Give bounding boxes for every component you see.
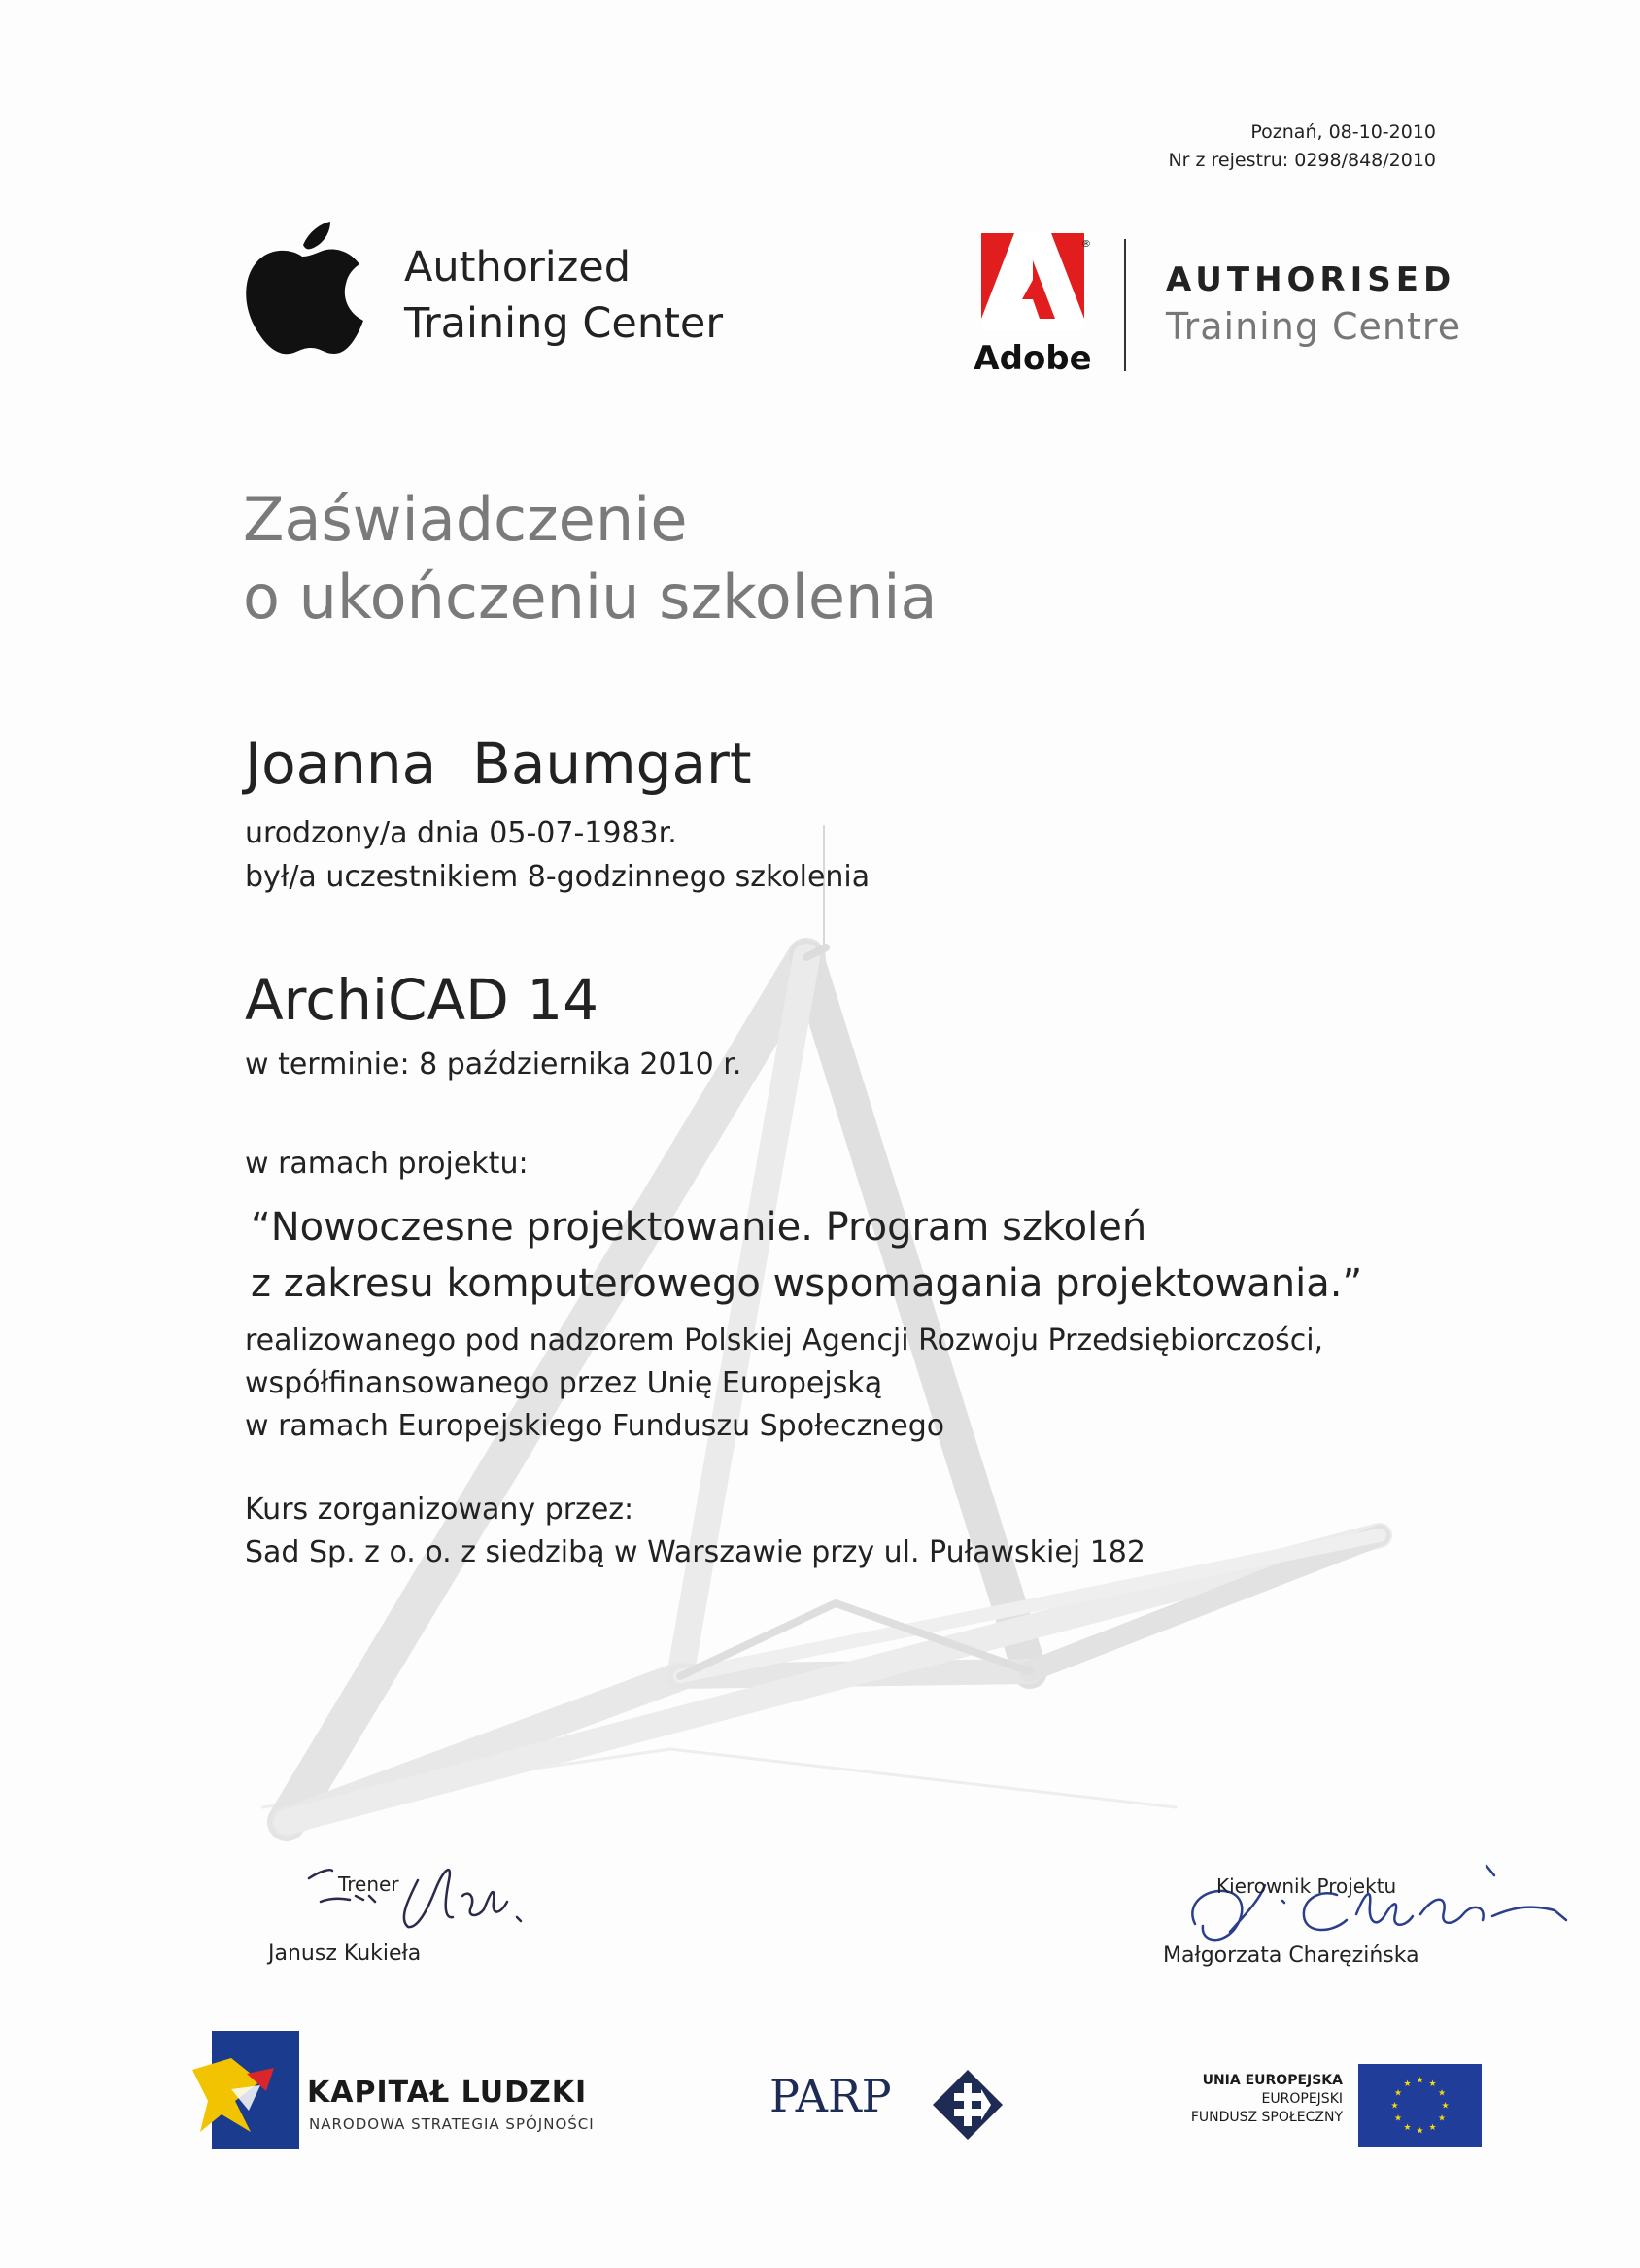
apple-line1: Authorized xyxy=(404,243,632,292)
svg-text:®: ® xyxy=(1081,239,1091,250)
eu-star-icon: ★ xyxy=(1428,2123,1437,2134)
participation-note: był/a uczestnikiem 8-godzinnego szkolenia xyxy=(245,860,871,894)
apple-line2: Training Center xyxy=(404,299,724,348)
registry-block xyxy=(1168,119,1436,175)
parp-text: PARP xyxy=(769,2070,892,2122)
certificate-title xyxy=(243,481,938,636)
apple-training-text xyxy=(404,239,723,352)
course-name: ArchiCAD 14 xyxy=(245,967,599,1033)
organizer-label: Kurs zorganizowany przez: xyxy=(245,1493,634,1527)
project-line2: z zakresu komputerowego wspomagania projektowania.” xyxy=(251,1261,1363,1306)
participant-name: Joanna Baumgart xyxy=(245,731,752,797)
organizer-block xyxy=(245,1489,1145,1574)
adobe-logo-word: Adobe xyxy=(974,339,1092,378)
project-label: w ramach projektu: xyxy=(245,1147,529,1181)
adobe-logo-icon xyxy=(974,233,1092,381)
project-name xyxy=(251,1199,1362,1312)
eu-star-icon: ★ xyxy=(1393,2113,1403,2124)
eu-star-icon: ★ xyxy=(1416,2076,1424,2086)
birth-date: urodzony/a dnia 05-07-1983r. xyxy=(245,816,677,850)
kapital-ludzki-title: KAPITAŁ LUDZKI xyxy=(307,2076,588,2110)
eu-star-icon: ★ xyxy=(1390,2101,1399,2112)
manager-label: Kierownik Projektu xyxy=(1216,1874,1397,1898)
eu-star-icon: ★ xyxy=(1393,2088,1403,2099)
adobe-line1: AUTHORISED xyxy=(1166,260,1456,299)
apple-logo-icon xyxy=(241,212,363,358)
eu-text-block xyxy=(1069,2072,1343,2127)
trainer-signature xyxy=(262,1841,554,1958)
organizer-value: Sad Sp. z o. o. z siedzibą w Warszawie przy ul. Puławskiej 182 xyxy=(245,1535,1145,1569)
eu-star-icon: ★ xyxy=(1416,2126,1424,2137)
eu-star-icon: ★ xyxy=(1441,2101,1450,2112)
project-description xyxy=(245,1320,1323,1448)
registry-number: Nr z rejestru: 0298/848/2010 xyxy=(1168,150,1436,171)
eu-star-icon: ★ xyxy=(1437,2088,1447,2099)
eu-star-icon: ★ xyxy=(1403,2123,1412,2134)
eu-line3: FUNDUSZ SPOŁECZNY xyxy=(1190,2110,1343,2125)
eu-line1: UNIA EUROPEJSKA xyxy=(1202,2073,1343,2088)
participant-info xyxy=(245,811,870,899)
eu-flag-icon xyxy=(1358,2064,1482,2147)
kapital-ludzki-subtitle: NARODOWA STRATEGIA SPÓJNOŚCI xyxy=(309,2115,595,2133)
course-term: w terminie: 8 października 2010 r. xyxy=(245,1048,742,1082)
manager-name: Małgorzata Charęzińska xyxy=(1163,1943,1419,1968)
trainer-label: Trener xyxy=(338,1873,399,1896)
place-date: Poznań, 08-10-2010 xyxy=(1250,121,1436,143)
project-line1: “Nowoczesne projektowanie. Program szkoleń xyxy=(251,1205,1147,1250)
eu-line2: EUROPEJSKI xyxy=(1261,2091,1343,2107)
trainer-name: Janusz Kukieła xyxy=(268,1942,422,1966)
eu-star-icon: ★ xyxy=(1428,2079,1437,2089)
parp-logo-icon xyxy=(933,2070,1003,2140)
desc-line3: w ramach Europejskiego Funduszu Społecznego xyxy=(245,1409,945,1443)
adobe-separator xyxy=(1124,239,1126,371)
desc-line2: współfinansowanego przez Unię Europejską xyxy=(245,1366,883,1400)
eu-star-icon: ★ xyxy=(1437,2113,1447,2124)
desc-line1: realizowanego pod nadzorem Polskiej Agencji Rozwoju Przedsiębiorczości, xyxy=(245,1323,1324,1357)
kapital-ludzki-logo-icon xyxy=(192,2031,299,2149)
adobe-line2: Training Centre xyxy=(1166,305,1462,348)
title-line2: o ukończeniu szkolenia xyxy=(243,562,938,633)
eu-star-icon: ★ xyxy=(1403,2079,1412,2089)
title-line1: Zaświadczenie xyxy=(243,484,688,555)
